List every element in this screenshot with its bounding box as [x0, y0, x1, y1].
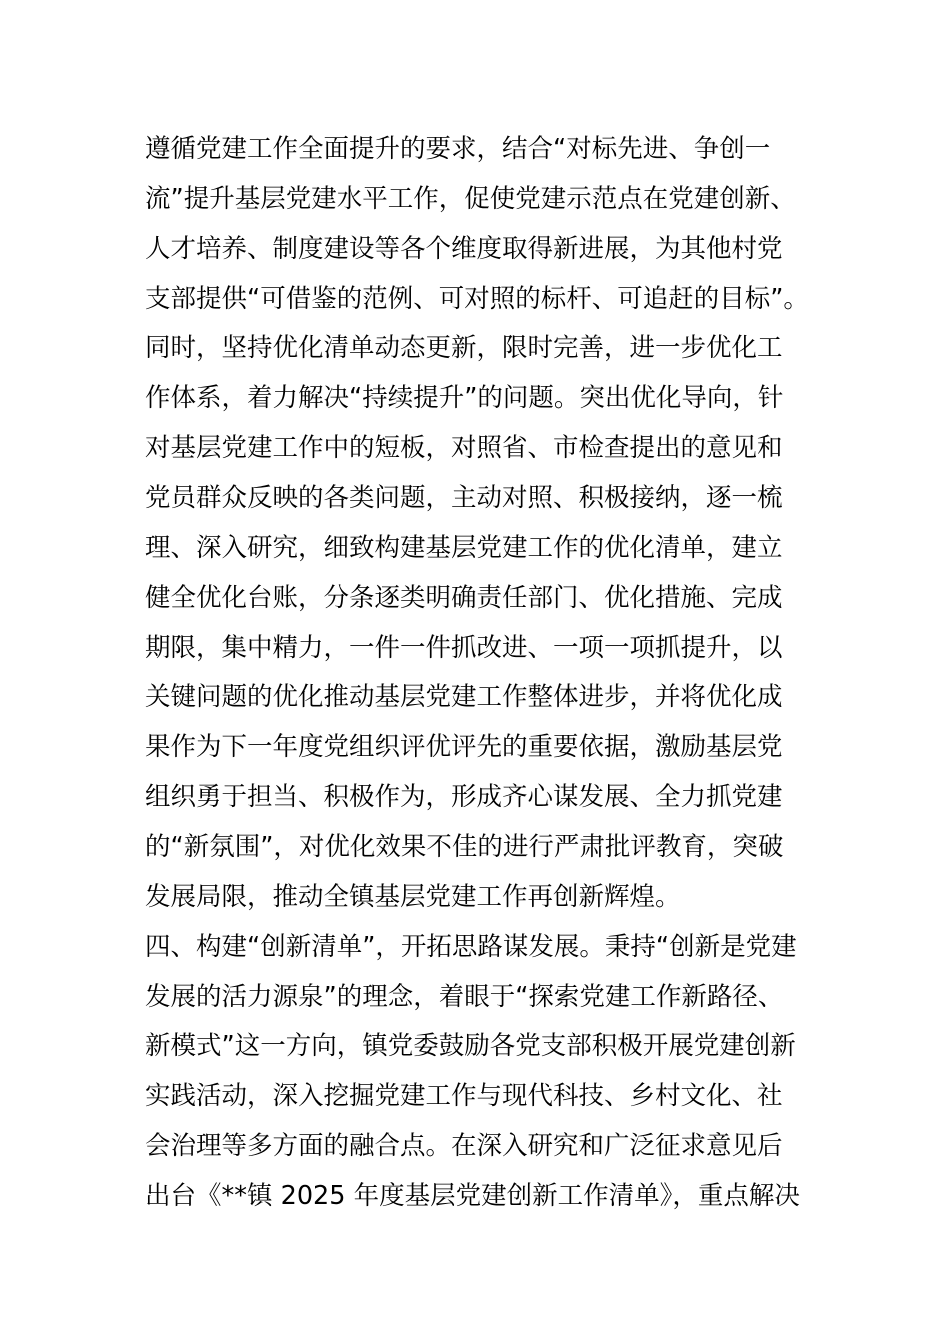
text-line: 党员群众反映的各类问题，主动对照、积极接纳，逐一梳	[145, 483, 783, 514]
text-line: 出台《**镇 2025 年度基层党建创新工作清单》，重点解决	[145, 1181, 800, 1212]
body-text	[145, 125, 825, 1222]
text-line: 的“新氛围”，对优化效果不佳的进行严肃批评教育，突破	[145, 832, 784, 863]
text-line: 理、深入研究，细致构建基层党建工作的优化清单，建立	[145, 532, 783, 563]
text-line: 果作为下一年度党组织评优评先的重要依据，激励基层党	[145, 732, 783, 763]
text-line: 新模式”这一方向，镇党委鼓励各党支部积极开展党建创新	[145, 1031, 796, 1062]
section-heading-line: 四、构建“创新清单”，开拓思路谋发展。秉持“创新是党建	[145, 931, 797, 962]
text-line: 健全优化台账，分条逐类明确责任部门、优化措施、完成	[145, 582, 783, 613]
text-line: 对基层党建工作中的短板，对照省、市检查提出的意见和	[145, 433, 783, 464]
text-line: 发展的活力源泉”的理念，着眼于“探索党建工作新路径、	[145, 981, 784, 1012]
text-line: 作体系，着力解决“持续提升”的问题。突出优化导向，针	[145, 383, 784, 414]
text-line: 实践活动，深入挖掘党建工作与现代科技、乡村文化、社	[145, 1081, 783, 1112]
text-line: 支部提供“可借鉴的范例、可对照的标杆、可追赶的目标”。	[145, 283, 809, 314]
text-line: 遵循党建工作全面提升的要求，结合“对标先进、争创一	[145, 134, 771, 164]
text-line: 流”提升基层党建水平工作，促使党建示范点在党建创新、	[145, 183, 796, 214]
text-line: 关键问题的优化推动基层党建工作整体进步，并将优化成	[145, 682, 783, 713]
text-line: 组织勇于担当、积极作为，形成齐心谋发展、全力抓党建	[145, 782, 783, 813]
text-line: 人才培养、制度建设等各个维度取得新进展，为其他村党	[145, 233, 783, 264]
text-line: 会治理等多方面的融合点。在深入研究和广泛征求意见后	[145, 1131, 783, 1162]
text-line: 发展局限，推动全镇基层党建工作再创新辉煌。	[145, 881, 681, 912]
text-line: 期限，集中精力，一件一件抓改进、一项一项抓提升，以	[145, 632, 783, 663]
text-line: 同时，坚持优化清单动态更新，限时完善，进一步优化工	[145, 333, 783, 364]
